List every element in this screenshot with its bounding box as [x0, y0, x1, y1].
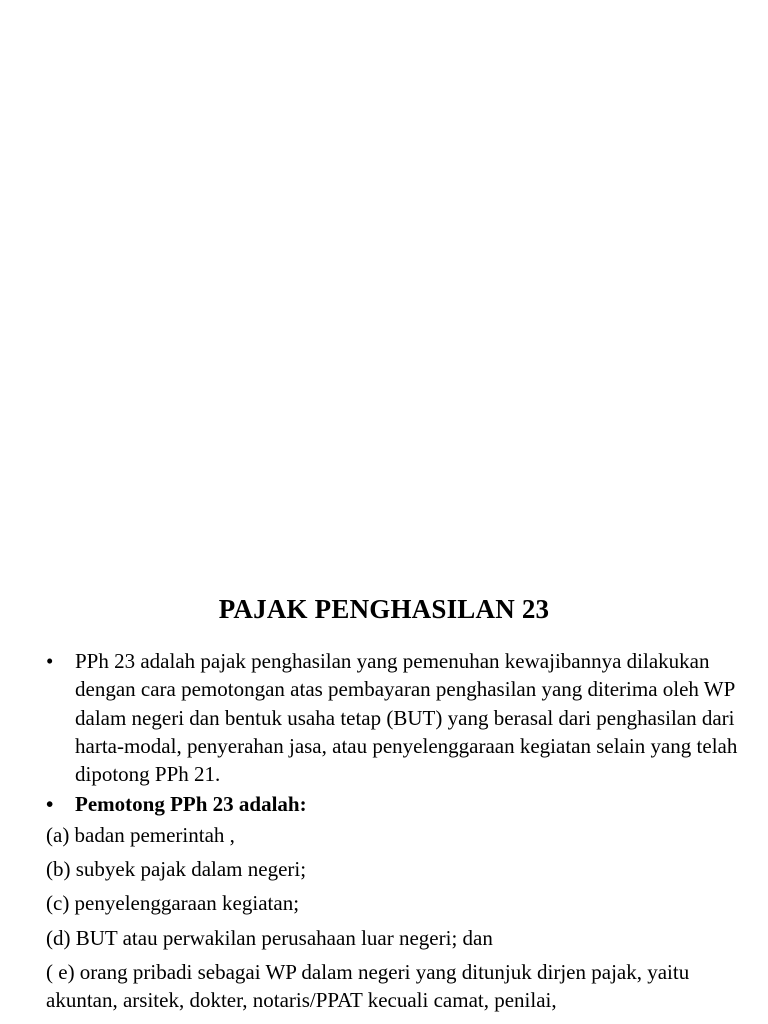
- list-item: ( e) orang pribadi sebagai WP dalam negeri yang ditunjuk dirjen pajak, yaitu akuntan, arsitek, dokter, notaris/PPAT kecuali camat, penilai,: [46, 959, 690, 1013]
- bullet-marker: •: [46, 792, 54, 817]
- slide-title: PAJAK PENGHASILAN 23: [218, 594, 550, 624]
- slide-content: [46, 647, 746, 1015]
- bullet-marker: •: [46, 649, 54, 673]
- bullet-definition: [46, 647, 746, 788]
- bullet-withholders-heading: [46, 790, 746, 818]
- list-item: (c) penyelenggaraan kegiatan;: [46, 891, 300, 916]
- list-item: (a) badan pemerintah ,: [46, 822, 235, 847]
- list-item: (d) BUT atau perwakilan perusahaan luar negeri; dan: [46, 925, 493, 950]
- list-item: (b) subyek pajak dalam negeri;: [46, 857, 307, 882]
- bullet-definition-text: PPh 23 adalah pajak penghasilan yang pemenuhan kewajibannya dilakukan dengan cara pemotongan atas pembayaran penghasilan yang diterima oleh WP dalam negeri dan bentuk usaha tetap (BUT) yang berasal dari penghasilan dari harta-modal, penyerahan jasa, atau penyelenggaraan kegiatan selain yang telah dipotong PPh 21.: [75, 649, 738, 787]
- bullet-withholders-text: Pemotong PPh 23 adalah:: [75, 792, 307, 817]
